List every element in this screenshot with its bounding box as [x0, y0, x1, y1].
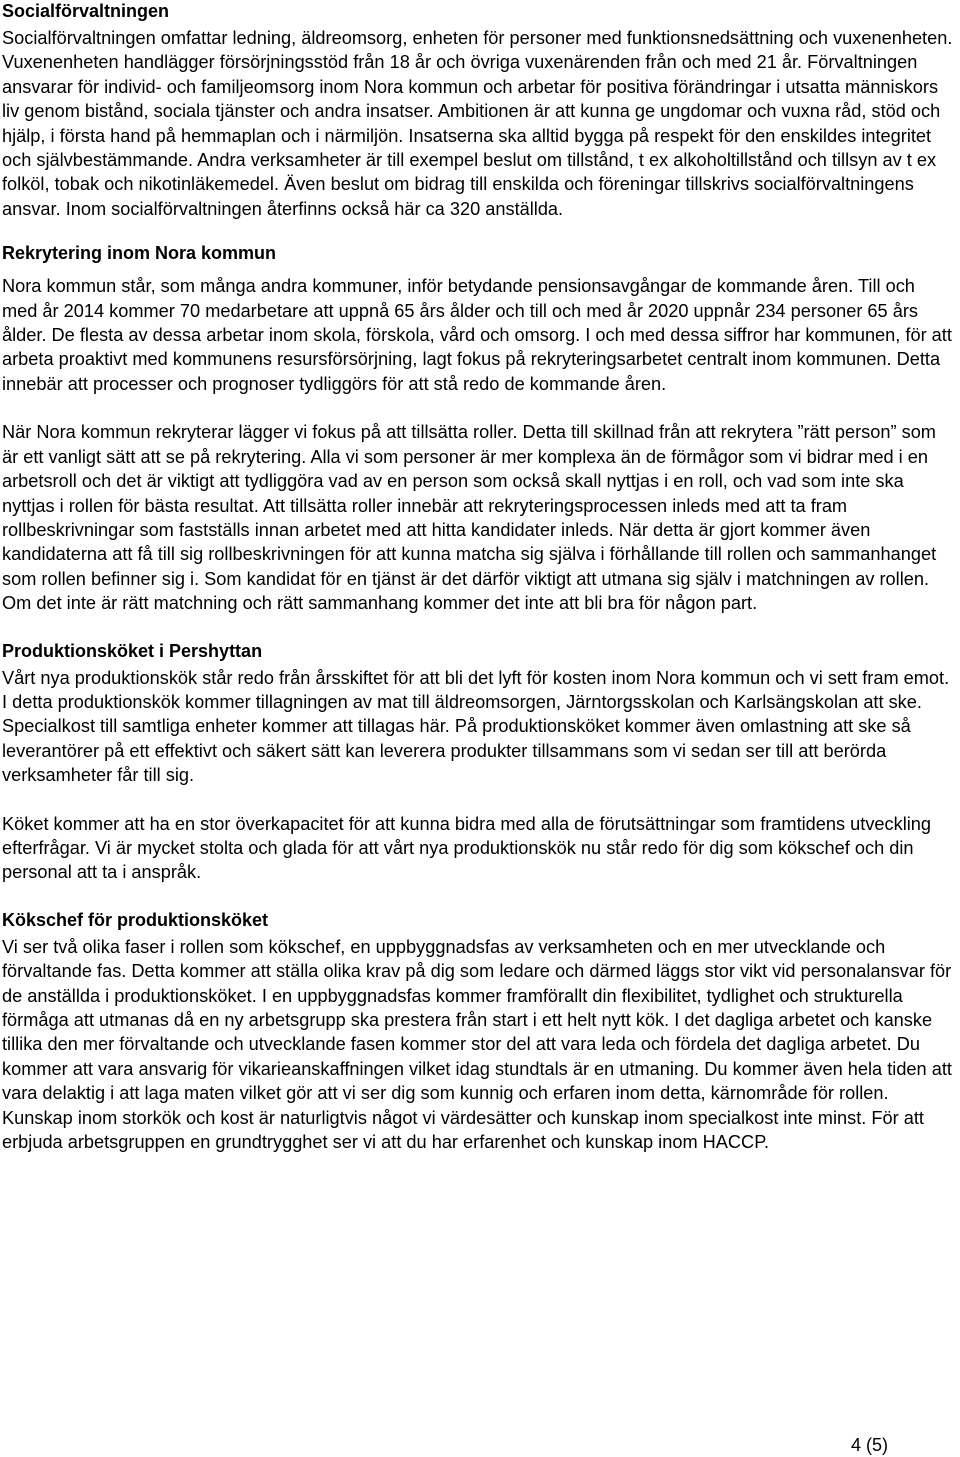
paragraph: Köket kommer att ha en stor överkapacitet för att kunna bidra med alla de förutsättningar som framtidens utveckling efterfrågar. Vi är mycket stolta och glada för att vårt nya produktionskök nu står redo för dig som kökschef och din personal att ta i anspråk.: [2, 813, 932, 883]
page-number: 4 (5): [850, 1435, 888, 1455]
paragraph: Socialförvaltningen omfattar ledning, äldreomsorg, enheten för personer med funktionsnedsättning och vuxenenheten. Vuxenenheten handlägger försörjningsstöd från 18 år och övriga vuxenärenden från och med 21 år. Förvaltningen ansvarar för individ- och familjeomsorg inom Nora kommun och arbetar för positiva förändringar i utsatta människors liv genom bistånd, sociala tjänster och andra insatser. Ambitionen är att kunna ge ungdomar och vuxna råd, stöd och hjälp, i första hand på hemmaplan och i närmiljön. Insatserna ska alltid bygga på respekt för den enskildes integritet och självbestämmande. Andra verksamheter är till exempel beslut om tillstånd, t ex alkoholtillstånd och tillsyn av t ex folköl, tobak och nikotinläkemedel. Även beslut om bidrag till enskilda och föreningar tillskrivs socialförvaltningens ansvar. Inom socialförvaltningen återfinns också här ca 320 anställda.: [2, 28, 953, 219]
paragraph: Vårt nya produktionskök står redo från årsskiftet för att bli det lyft för kosten inom Nora kommun och vi sett fram emot. I detta produktionskök kommer tillagningen av mat till äldreomsorgen, Järntorgsskolan och Karlsängskolan att ske. Specialkost till samtliga enheter kommer att tillagas här. På produktionsköket kommer även omlastning att ske så leverantörer på ett effektivt och säkert sätt kan leverera produkter tillsammans som vi sedan ser till att berörda verksamheter får till sig.: [2, 667, 950, 786]
paragraph: När Nora kommun rekryterar lägger vi fokus på att tillsätta roller. Detta till skillnad från att rekrytera ”rätt person” som är ett vanligt sätt att se på rekrytering. Alla vi som personer är mer komplexa än de förmågor som vi bidrar med i en arbetsroll och det är viktigt att tydliggöra vad av en person som också skall nyttjas i en roll, och vad som inte ska nyttjas i rollen för bästa resultat. Att tillsätta roller innebär att rekryteringsprocessen inleds med att ta fram rollbeskrivningar som fastställs innan arbetet med att hitta kandidater inleds. När detta är gjort kommer även kandidaterna att få till sig rollbeskrivningen för att kunna matcha sig själva i förhållande till rollen och sammanhanget som rollen befinner sig i. Som kandidat för en tjänst är det därför viktigt att utmana sig själv i matchningen av rollen. Om det inte är rätt matchning och rätt sammanhang kommer det inte att bli bra för någon part.: [2, 422, 937, 614]
section-produktionskoket: [2, 640, 954, 885]
document-body: [2, 0, 954, 1154]
section-heading: Produktionsköket i Pershyttan: [2, 640, 263, 661]
paragraph: Nora kommun står, som många andra kommuner, inför betydande pensionsavgångar de kommande åren. Till och med år 2014 kommer 70 medarbetare att uppnå 65 års ålder och till och med år 2020 uppnår 234 personer 65 års ålder. De flesta av dessa arbetar inom skola, förskola, vård och omsorg. I och med dessa siffror har kommunen, för att arbeta proaktivt med kommunens resursförsörjning, lagt fokus på rekryteringsarbetet centralt inom kommunen. Detta innebär att processer och prognoser tydliggörs för att stå redo de kommande åren.: [2, 276, 952, 394]
section-heading: Socialförvaltningen: [2, 1, 170, 21]
section-heading: Rekrytering inom Nora kommun: [2, 243, 277, 264]
section-rekrytering: [2, 242, 954, 615]
section-heading: Kökschef för produktionsköket: [2, 909, 269, 930]
section-kokschef: [2, 909, 954, 1155]
section-socialforvaltningen: [2, 0, 954, 221]
paragraph: Vi ser två olika faser i rollen som kökschef, en uppbyggnadsfas av verksamheten och en mer utvecklande och förvaltande fas. Detta kommer att ställa olika krav på dig som ledare och därmed läggs stor vikt vid personalansvar för de anställda i produktionsköket. I en uppbyggnadsfas kommer framförallt din flexibilitet, tydlighet och strukturella förmåga att utmanas då en ny arbetsgrupp ska prestera från start i ett helt nytt kök. I det dagliga arbetet och kanske tillika den mer förvaltande och utvecklande fasen kommer stor del att vara leda och fördela det dagliga arbetet. Du kommer att vara ansvarig för vikarieanskaffningen vilket idag stundtals är en utmaning. Du kommer även hela tiden att vara delaktig i att laga maten vilket gör att vi ser dig som kunnig och erfaren inom detta, kärnområde för rollen. Kunskap inom storkök och kost är naturligtvis något vi värdesätter och kunskap inom specialkost inte minst. För att erbjuda arbetsgruppen en grundtrygghet ser vi att du har erfarenhet och kunskap inom HACCP.: [2, 936, 952, 1153]
